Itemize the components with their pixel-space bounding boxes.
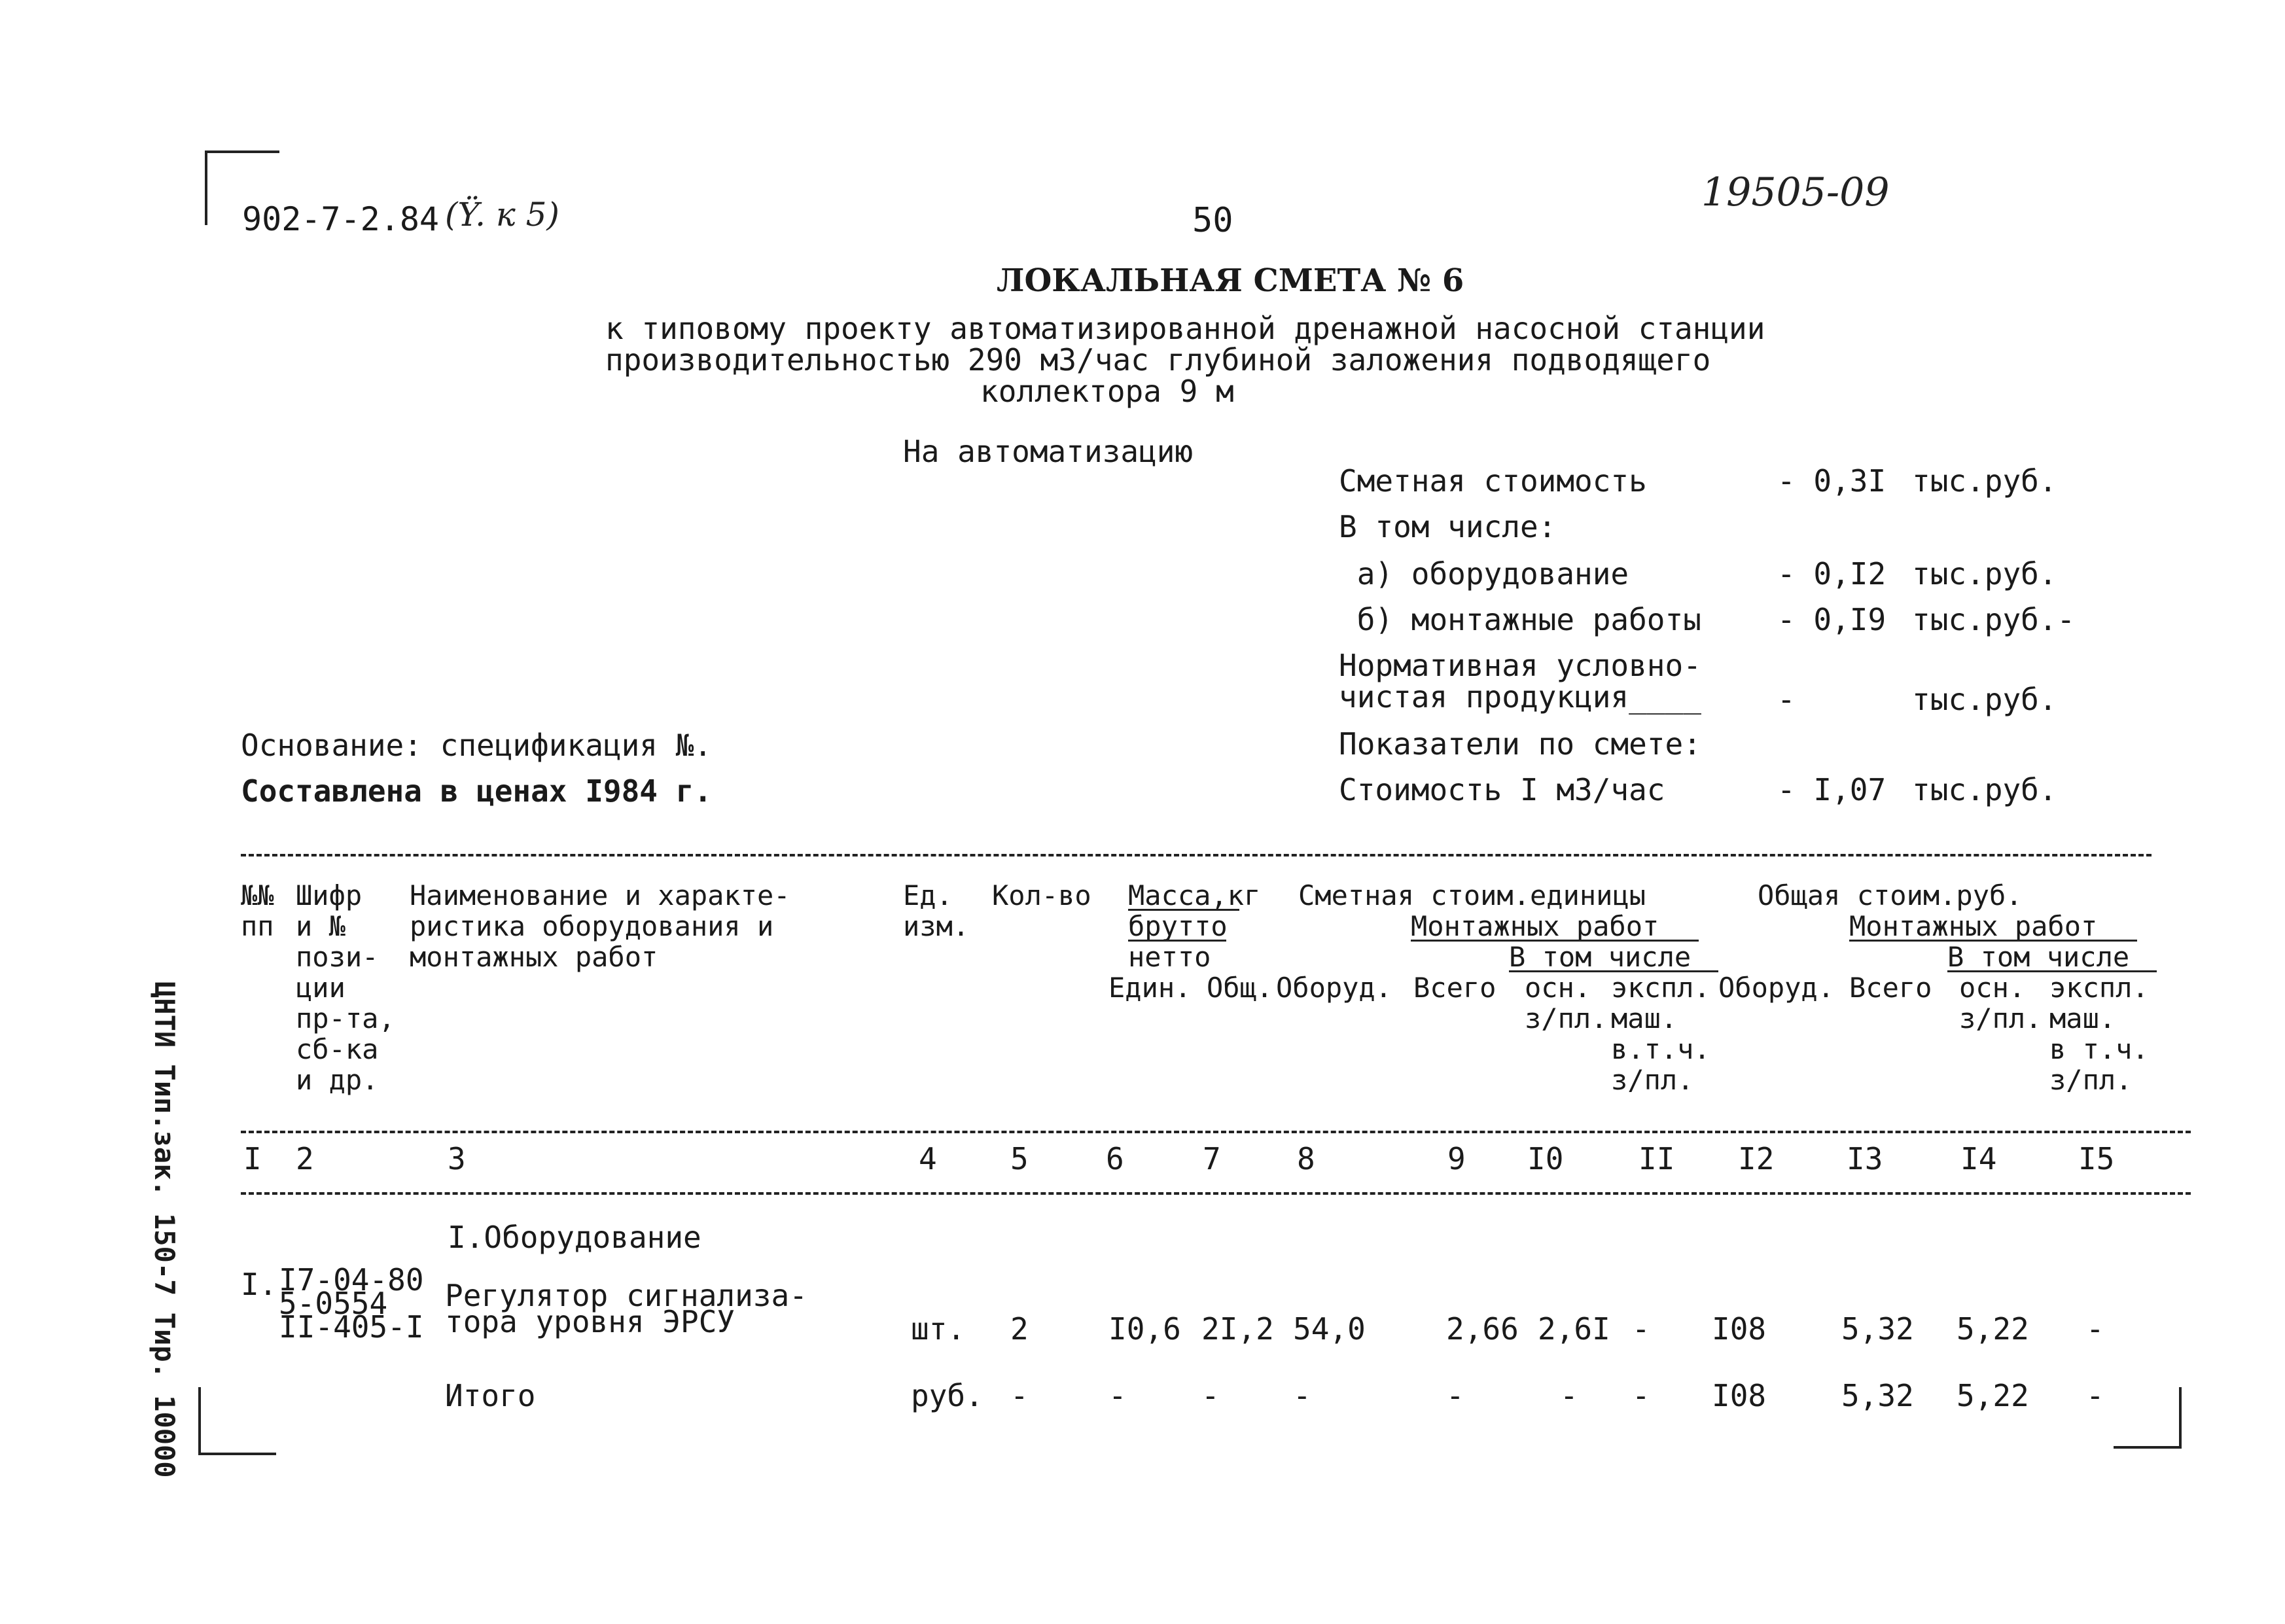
row-install-basic: 2,6I [1538, 1311, 1610, 1347]
row-equip-cost: 54,0 [1293, 1311, 1366, 1347]
total-incl-header: В том числе [1947, 941, 2130, 973]
row-install-exp: - [1632, 1311, 1650, 1347]
total-equip-cost: - [1293, 1378, 1311, 1413]
unit-basic-header: осн. з/пл. [1525, 972, 1608, 1034]
unit-cost-header: Сметная стоим.единицы [1298, 879, 1646, 911]
column-number: I3 [1847, 1141, 1883, 1176]
total-qty: - [1010, 1378, 1029, 1413]
side-stamp: ЦНТИ Тип.зак. 150-7 Тир. 10000 [149, 981, 181, 1478]
header-underline [1411, 940, 1699, 942]
column-number: 6 [1106, 1141, 1124, 1176]
summary-label: чистая продукция____ [1339, 679, 1701, 715]
total-basic-header: осн. з/пл. [1959, 972, 2042, 1034]
total-install-total: - [1446, 1378, 1464, 1413]
section-title: I.Оборудование [448, 1220, 701, 1255]
column-number: 7 [1203, 1141, 1221, 1176]
summary-label: Сметная стоимость [1339, 463, 1647, 499]
mass-total-header: Общ. [1207, 972, 1273, 1004]
column-number: 4 [919, 1141, 937, 1176]
mass-net-header: нетто [1128, 941, 1211, 973]
total-install-exp: - [1632, 1378, 1650, 1413]
summary-unit: тыс.руб. [1912, 772, 2057, 807]
row-number: I. [241, 1267, 277, 1302]
row-mass-total: 2I,2 [1201, 1311, 1274, 1347]
header-bottom-rule [241, 1131, 2191, 1133]
row-install-total: 2,66 [1446, 1311, 1519, 1347]
total-install-header: Монтажных работ [1849, 910, 2098, 942]
corner-mark-bottom-left [198, 1387, 276, 1455]
basis-line: Основание: спецификация №. [241, 728, 713, 763]
column-number: 9 [1447, 1141, 1466, 1176]
title-line-3: коллектора 9 м [980, 374, 1234, 409]
document-heading: ЛОКАЛЬНАЯ СМЕТА № 6 [997, 262, 1464, 299]
summary-label: Стоимость I м3/час [1339, 772, 1665, 807]
total-total-basic: 5,22 [1957, 1378, 2029, 1413]
title-line-1: к типовому проекту автоматизированной дренажной насосной станции [605, 311, 1765, 346]
summary-value: - 0,I9 [1777, 602, 1886, 637]
column-number: II [1638, 1141, 1675, 1176]
unit-exp-header: экспл. маш. в.т.ч. з/пл. [1611, 972, 1710, 1096]
total-label: Итого [445, 1378, 536, 1413]
column-number: I [243, 1141, 262, 1176]
total-total-install: 5,32 [1841, 1378, 1914, 1413]
doc-code: 902-7-2.84 [242, 200, 440, 238]
doc-code-handwritten: (Ÿ. к 5) [445, 196, 559, 234]
col-header-3: Наименование и характе- ристика оборудования и монтажных работ [410, 879, 790, 973]
column-number: 2 [296, 1141, 314, 1176]
total-total-equip: I08 [1712, 1378, 1767, 1413]
total-cost-header: Общая стоим.руб. [1758, 879, 2023, 911]
col-header-1: №№ пп [241, 879, 274, 942]
total-install-basic: - [1560, 1378, 1578, 1413]
section-heading: На автоматизацию [903, 434, 1194, 469]
col-header-5: Кол-во [992, 879, 1091, 911]
unit-incl-header: В том числе [1509, 941, 1692, 973]
page-number: 50 [1192, 201, 1233, 240]
row-total-install: 5,32 [1841, 1311, 1914, 1347]
summary-value: - [1777, 682, 1796, 717]
row-name: Регулятор сигнализа- тора уровня ЭРСУ [445, 1278, 807, 1339]
row-code: I7-04-80 5-0554 II-405-I [279, 1262, 424, 1345]
unit-install-header: Монтажных работ [1411, 910, 1659, 942]
numbers-bottom-rule [241, 1192, 2191, 1195]
total-total-header: Всего [1849, 972, 1932, 1004]
header-underline [1849, 940, 2137, 942]
summary-value: - 0,I2 [1777, 556, 1886, 591]
corner-mark-bottom-right [2114, 1387, 2182, 1449]
prices-line: Составлена в ценах I984 г. [241, 773, 713, 809]
row-unit: шт. [911, 1311, 966, 1347]
summary-unit: тыс.руб. [1912, 682, 2057, 717]
total-mass-unit: - [1108, 1378, 1127, 1413]
table-top-rule [241, 854, 2152, 856]
total-exp-header: экспл. маш. в т.ч. з/пл. [2049, 972, 2149, 1096]
row-mass-unit: I0,6 [1108, 1311, 1181, 1347]
summary-label: В том числе: [1339, 509, 1557, 544]
mass-unit-header: Един. [1108, 972, 1192, 1004]
col-header-2: Шифр и № пози- ции пр-та, сб-ка и др. [296, 879, 395, 1096]
summary-value: - I,07 [1777, 772, 1886, 807]
row-total-basic: 5,22 [1957, 1311, 2029, 1347]
column-number: I5 [2078, 1141, 2115, 1176]
col-header-4: Ед. изм. [903, 879, 970, 942]
mass-gross-header: брутто [1128, 910, 1228, 942]
mass-header: Масса,кг [1128, 879, 1261, 911]
total-mass-total: - [1201, 1378, 1220, 1413]
summary-label: а) оборудование [1339, 556, 1629, 591]
summary-label: Показатели по смете: [1339, 726, 1701, 762]
header-underline [1128, 940, 1226, 942]
total-total-exp: - [2086, 1378, 2104, 1413]
row-qty: 2 [1010, 1311, 1029, 1347]
summary-label: Нормативная условно- [1339, 648, 1701, 683]
column-number: 3 [448, 1141, 466, 1176]
column-number: 8 [1297, 1141, 1315, 1176]
inventory-number: 19505-09 [1701, 169, 1890, 215]
header-underline [1947, 970, 2157, 972]
title-line-2: производительностью 290 м3/час глубиной заложения подводящего [605, 342, 1711, 378]
column-number: I2 [1738, 1141, 1775, 1176]
summary-unit: тыс.руб.- [1912, 602, 2076, 637]
total-equip-header: Оборуд. [1718, 972, 1835, 1004]
summary-unit: тыс.руб. [1912, 556, 2057, 591]
row-total-exp: - [2086, 1311, 2104, 1347]
column-number: 5 [1010, 1141, 1029, 1176]
row-total-equip: I08 [1712, 1311, 1767, 1347]
summary-value: - 0,3I [1777, 463, 1886, 499]
summary-unit: тыс.руб. [1912, 463, 2057, 499]
header-underline [1128, 909, 1239, 911]
column-number: I4 [1960, 1141, 1997, 1176]
column-number: I0 [1527, 1141, 1564, 1176]
unit-equip-header: Оборуд. [1276, 972, 1392, 1004]
unit-total-header: Всего [1413, 972, 1497, 1004]
summary-label: б) монтажные работы [1339, 602, 1701, 637]
header-underline [1509, 970, 1718, 972]
total-unit: руб. [911, 1378, 983, 1413]
